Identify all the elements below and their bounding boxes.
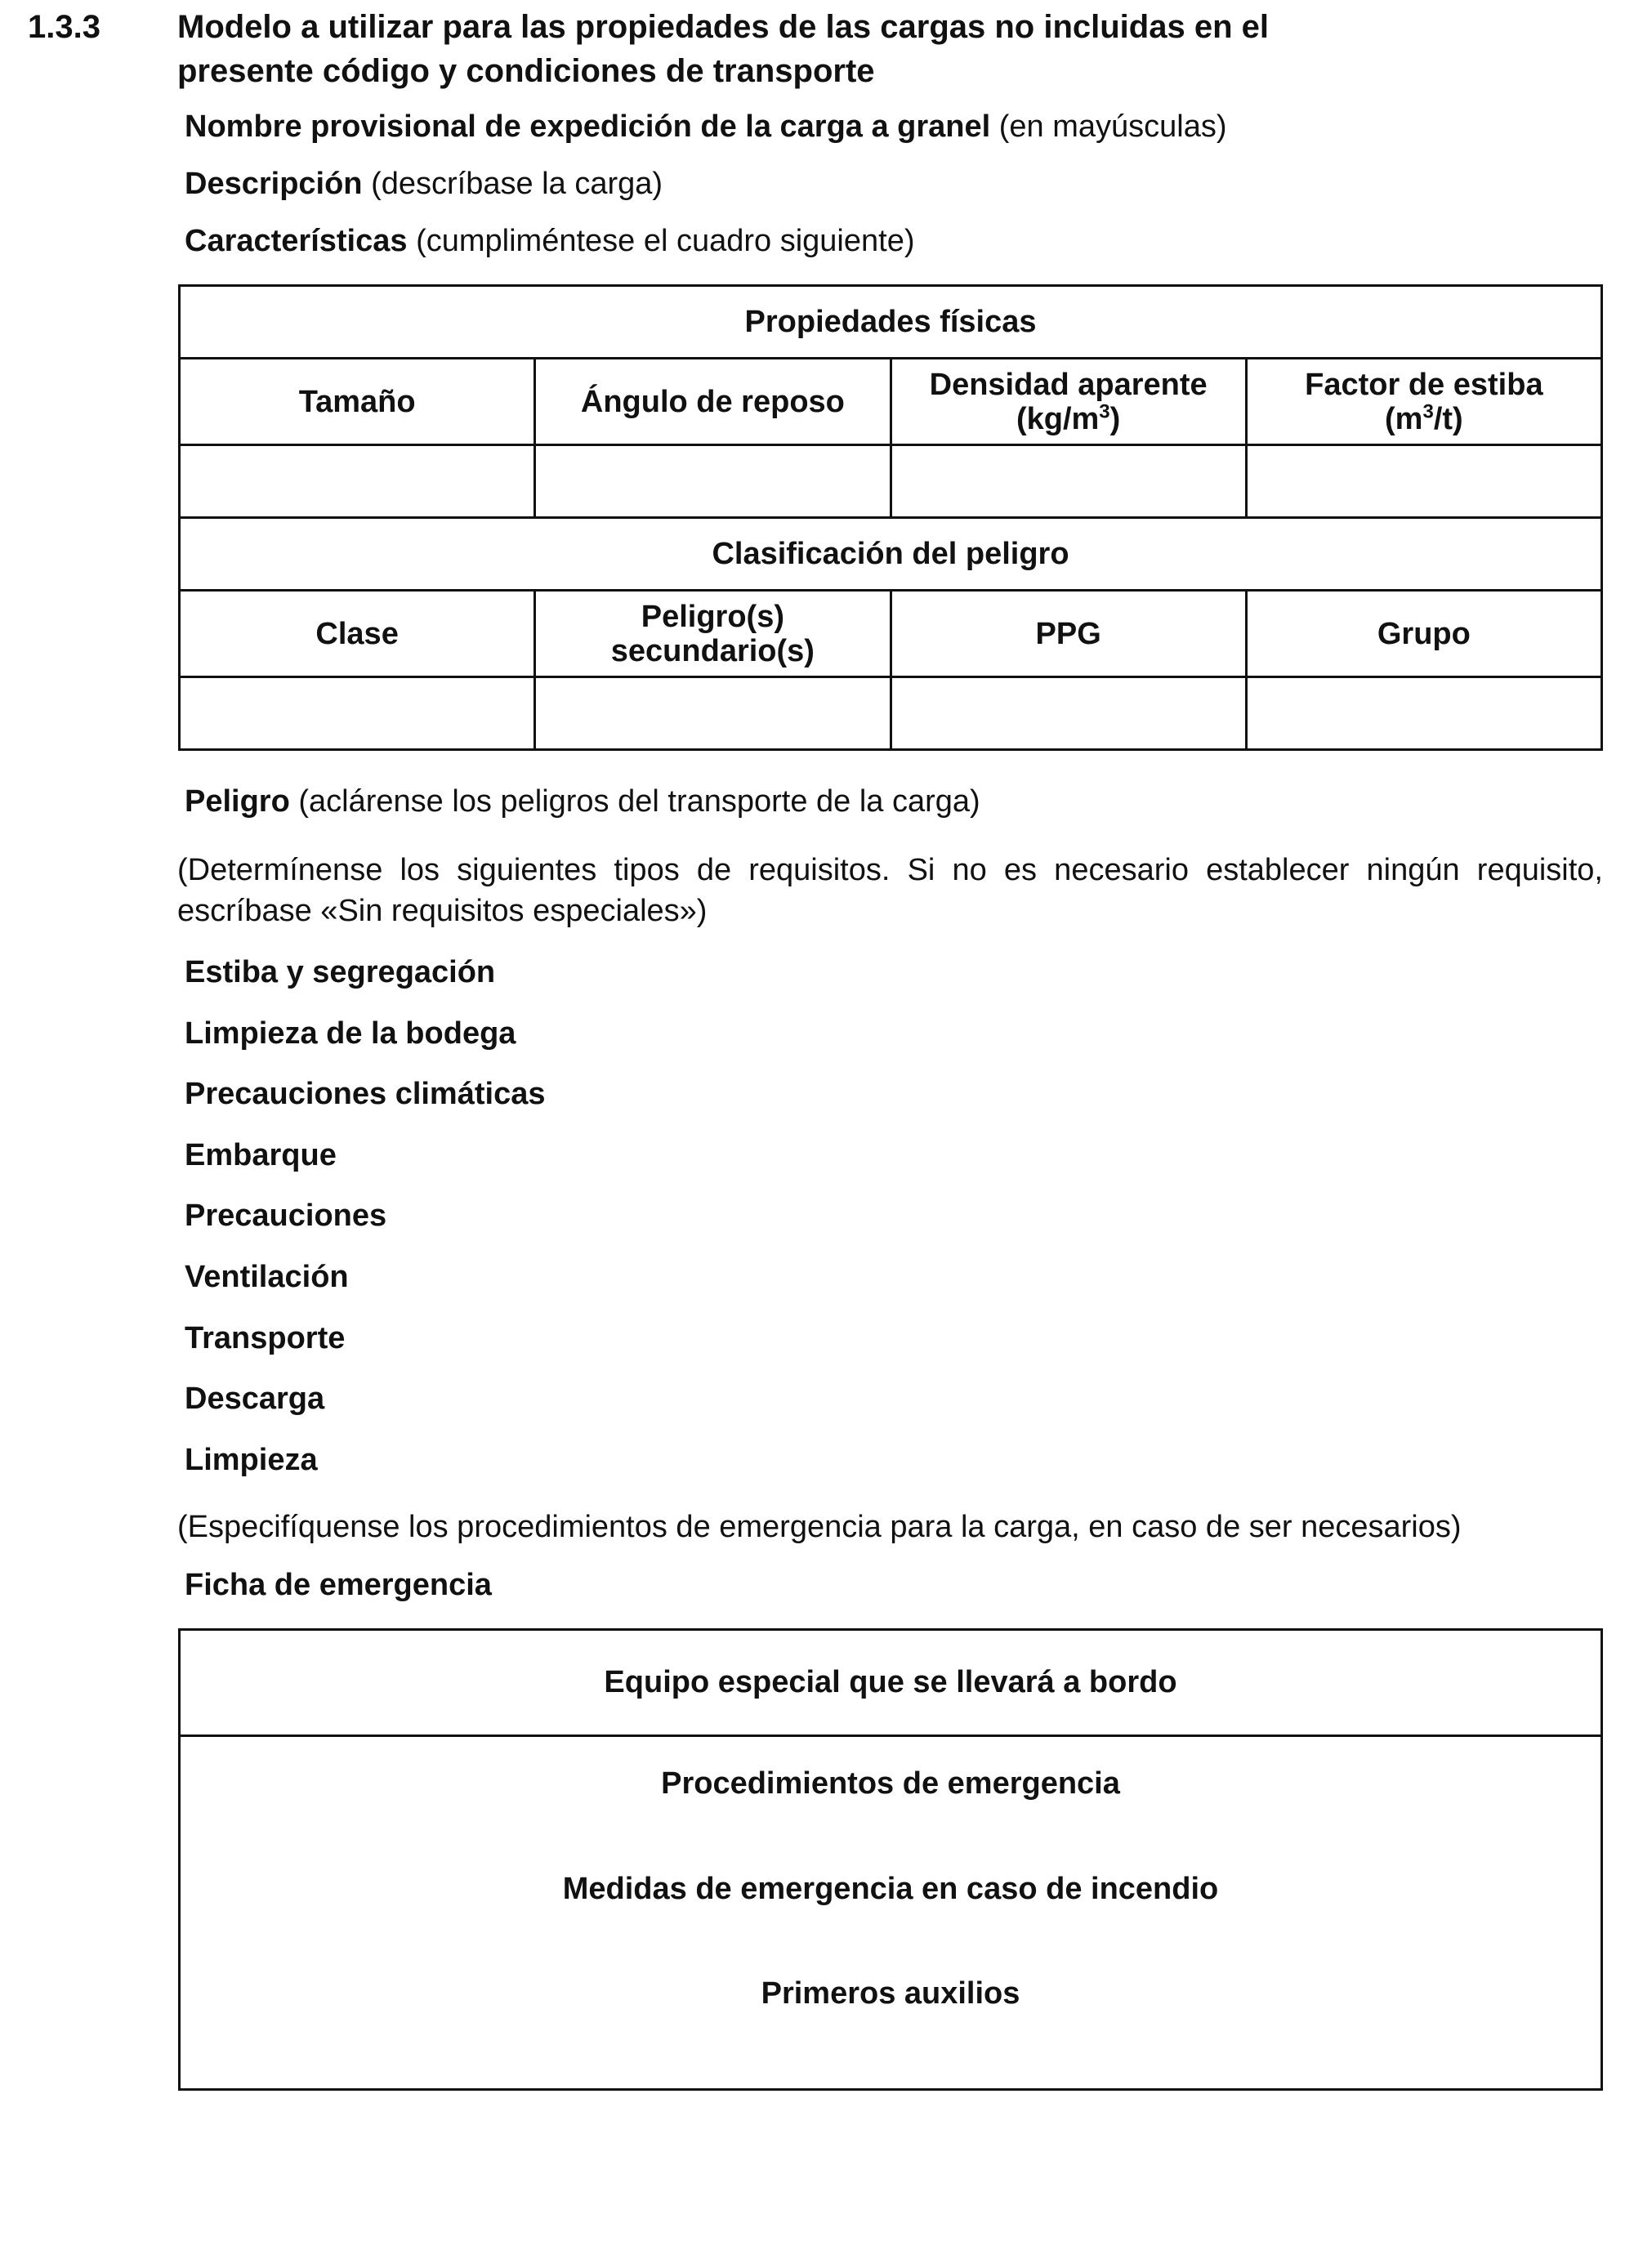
emergency-card-label: Ficha de emergencia: [185, 1568, 492, 1602]
cell-class-value[interactable]: [180, 677, 535, 750]
emergency-table: [178, 1628, 1603, 2091]
header-mhb: PPG: [891, 591, 1246, 677]
special-equipment-header: Equipo especial que se llevará a bordo: [181, 1631, 1601, 1737]
requirement-item: Limpieza de la bodega: [185, 1016, 516, 1051]
field-hint: (en mayúsculas): [998, 109, 1227, 144]
field-label: Nombre provisional de expedición de la carga a granel: [185, 109, 991, 144]
header-stowage-factor: [1246, 359, 1601, 445]
field-description: [185, 163, 663, 204]
cell-stowage-value[interactable]: [1246, 445, 1601, 518]
field-label: Descripción: [185, 167, 363, 201]
field-shipping-name: [185, 106, 1227, 147]
field-label: Características: [185, 224, 408, 258]
header-stowage-factor-unit: $(m^3/t)$: [1385, 400, 1463, 436]
cell-size-value[interactable]: [180, 445, 535, 518]
header-angle-of-repose: Ángulo de reposo: [535, 359, 891, 445]
header-group: Grupo: [1246, 591, 1601, 677]
requirement-item: Transporte: [185, 1321, 346, 1355]
requirement-item: Descarga: [185, 1382, 325, 1416]
fire-emergency-measures-label: Medidas de emergencia en caso de incendio: [562, 1872, 1219, 1906]
physical-properties-title: Propiedades físicas: [180, 286, 1602, 359]
field-hint: (descríbase la carga): [371, 167, 663, 201]
cell-density-value[interactable]: [891, 445, 1246, 518]
cell-angle-value[interactable]: [535, 445, 891, 518]
first-aid-label: Primeros auxilios: [761, 1976, 1020, 2011]
requirement-item: Precauciones climáticas: [185, 1077, 546, 1111]
requirement-item: Precauciones: [185, 1199, 387, 1233]
header-bulk-density-label: Densidad aparente: [929, 367, 1208, 402]
header-bulk-density-unit: $(kg/m^3)$: [1016, 400, 1121, 436]
requirement-item: Limpieza: [185, 1443, 318, 1477]
section-number: 1.3.3: [28, 9, 100, 45]
field-characteristics: [185, 221, 915, 261]
properties-table: [178, 284, 1603, 751]
cell-subsidiary-value[interactable]: [535, 677, 891, 750]
requirement-item: Estiba y segregación: [185, 955, 496, 989]
requirements-note: (Determínense los siguientes tipos de requisitos. Si no es necesario establecer ningún requisito, escríbase «Sin requisitos especiales»): [177, 853, 1603, 928]
section-title: Modelo a utilizar para las propiedades de las cargas no incluidas en el presente código y condiciones de transporte: [177, 9, 1269, 89]
requirement-item: Embarque: [185, 1138, 337, 1172]
emergency-procedures-label: Procedimientos de emergencia: [661, 1766, 1120, 1801]
header-bulk-density: [891, 359, 1246, 445]
emergency-note: (Especifíquense los procedimientos de emergencia para la carga, en caso de ser necesarios): [177, 1510, 1462, 1544]
header-stowage-factor-label: Factor de estiba: [1305, 367, 1543, 402]
cell-group-value[interactable]: [1246, 677, 1601, 750]
header-size: Tamaño: [180, 359, 535, 445]
header-class: Clase: [180, 591, 535, 677]
field-hint: (aclárense los peligros del transporte de la carga): [298, 784, 980, 819]
hazard-classification-title: Clasificación del peligro: [180, 518, 1602, 591]
field-hazard: [185, 781, 980, 822]
field-label: Peligro: [185, 784, 290, 819]
field-hint: (cumpliméntese el cuadro siguiente): [416, 224, 915, 258]
requirement-item: Ventilación: [185, 1260, 349, 1294]
cell-mhb-value[interactable]: [891, 677, 1246, 750]
header-subsidiary-hazard: Peligro(s) secundario(s): [535, 591, 891, 677]
